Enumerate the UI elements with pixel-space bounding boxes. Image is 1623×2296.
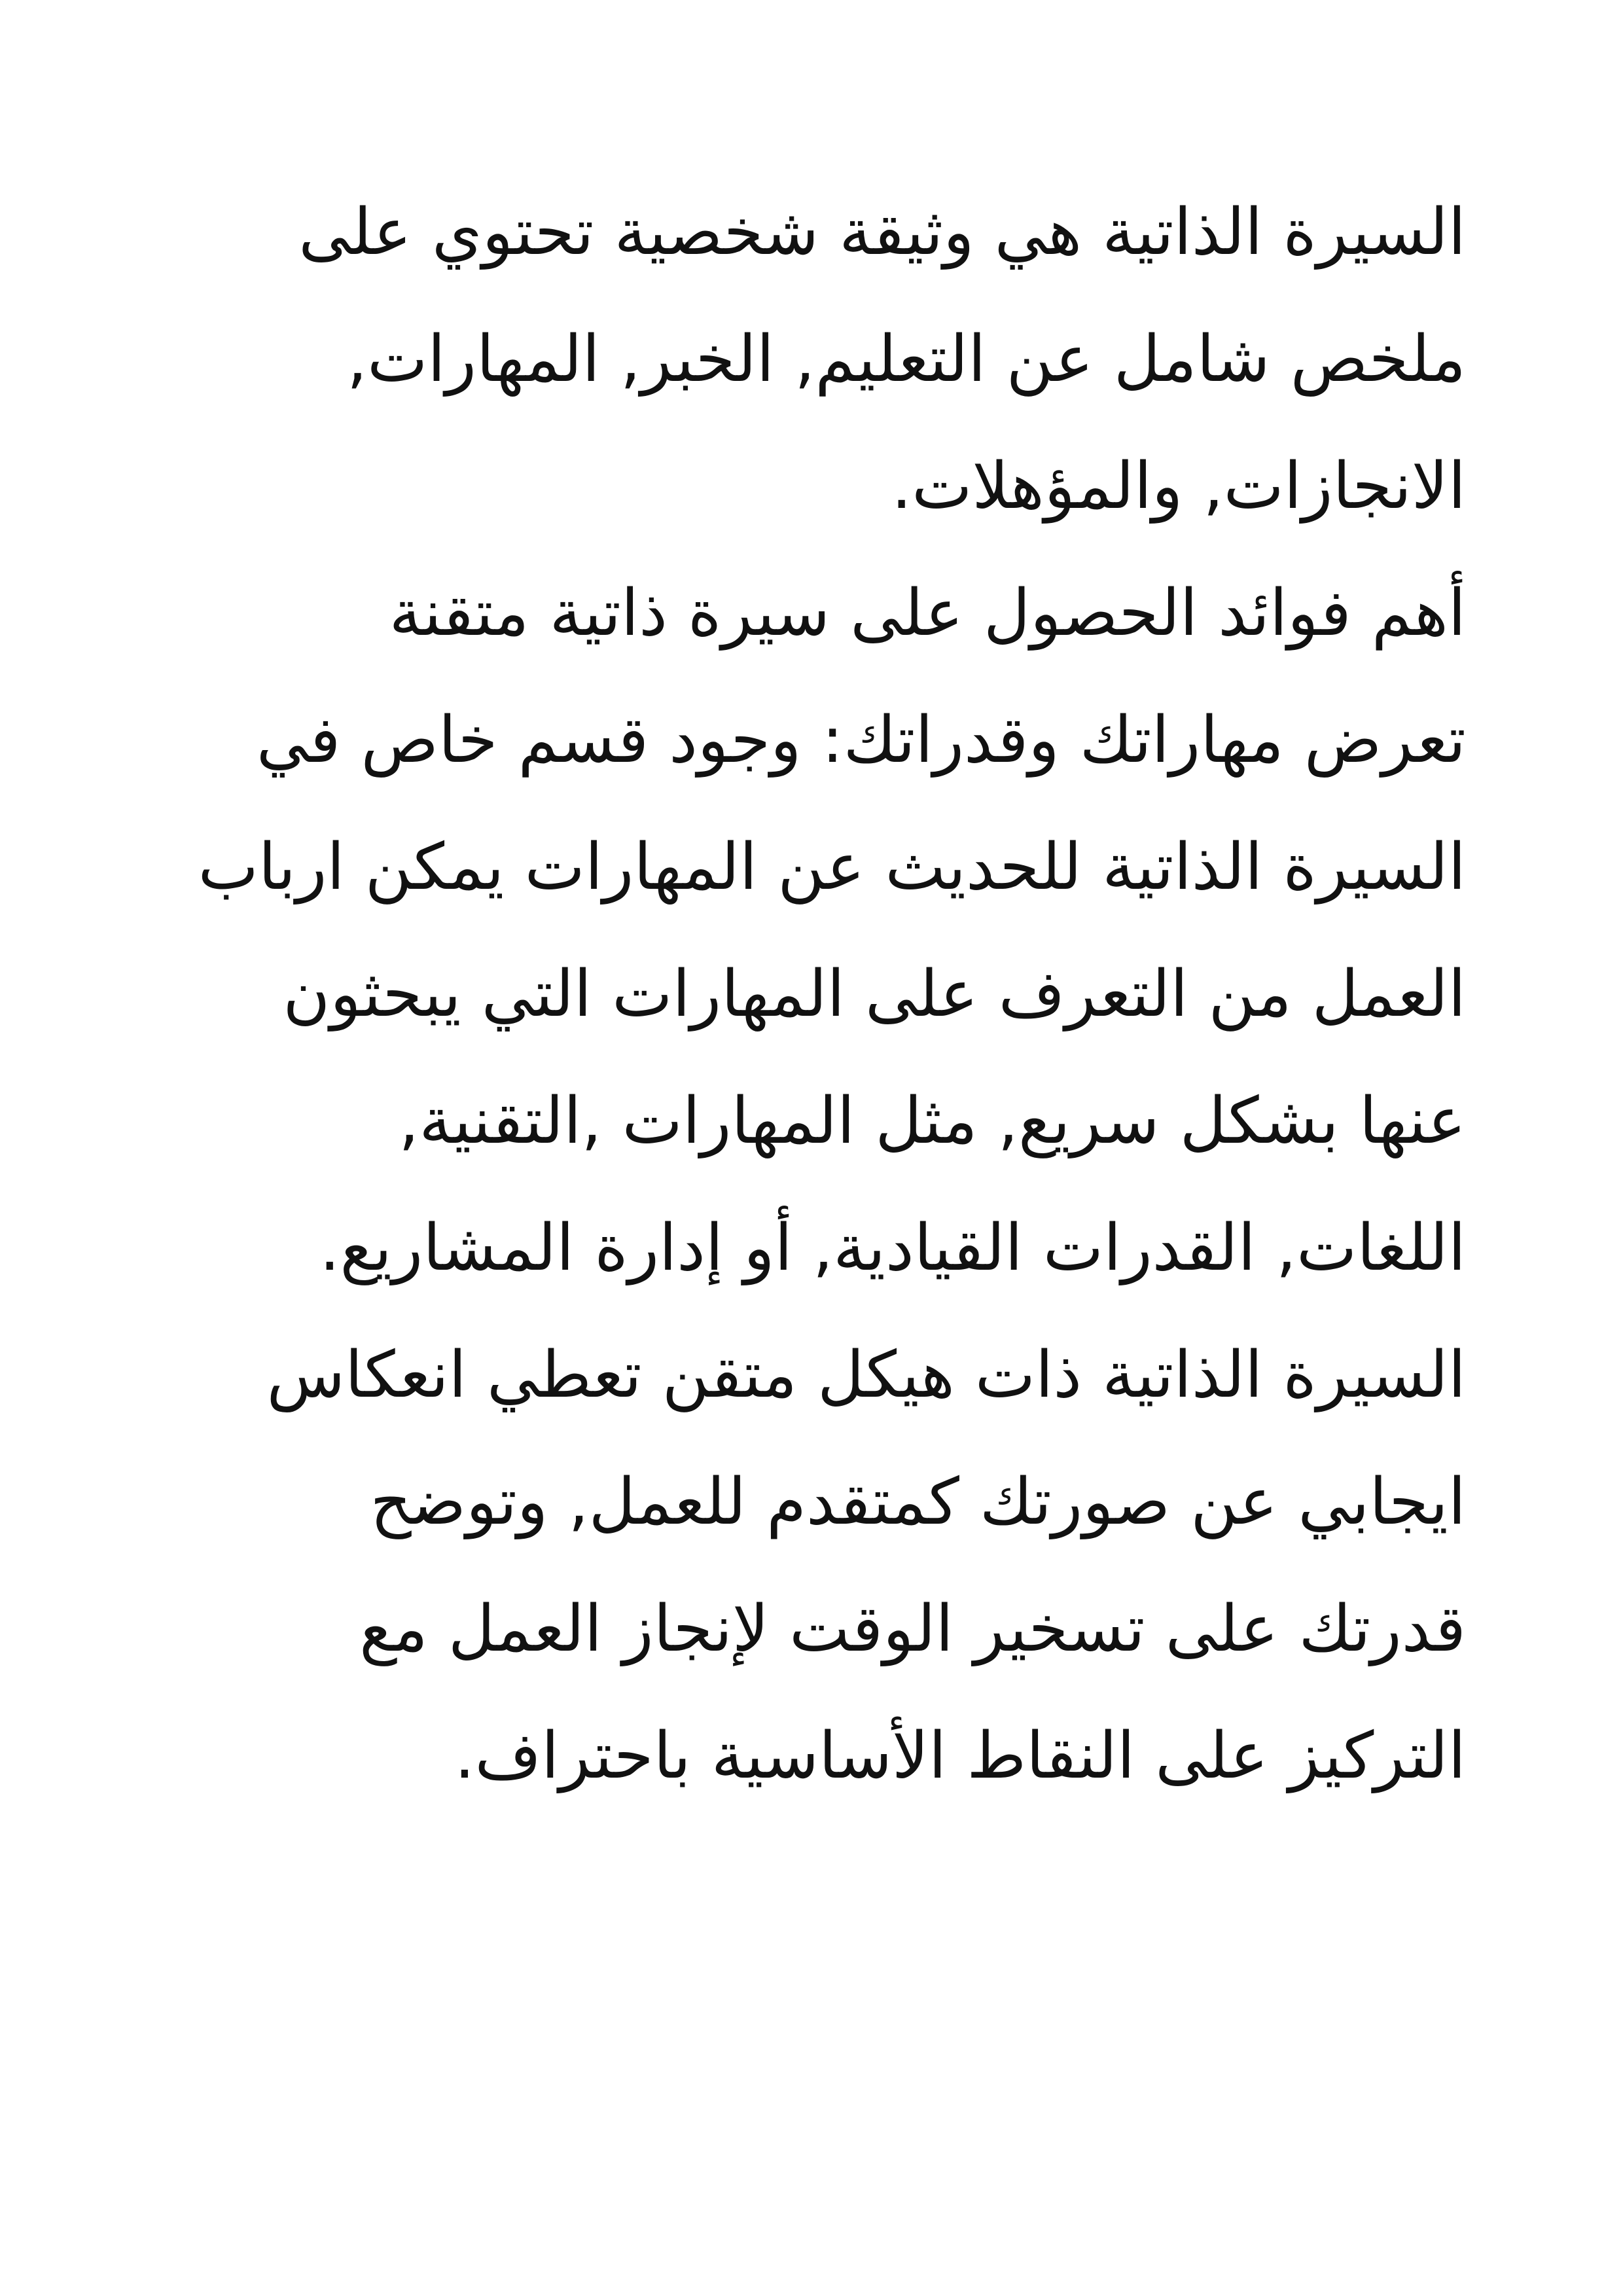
- text-line-1: السيرة الذاتية هي وثيقة شخصية تحتوي على: [298, 195, 1466, 270]
- text-line-4: أهم فوائد الحصول على سيرة ذاتية متقنة: [389, 576, 1466, 651]
- text-line-7: العمل من التعرف على المهارات التي يبحثون: [283, 957, 1466, 1031]
- body-text: [157, 169, 1466, 1820]
- text-line-2: ملخص شامل عن التعليم, الخبر, المهارات,: [347, 322, 1466, 397]
- text-line-10: السيرة الذاتية ذات هيكل متقن تعطي انعكاس: [266, 1338, 1466, 1412]
- text-line-12: قدرتك على تسخير الوقت لإنجاز العمل مع: [359, 1592, 1466, 1666]
- text-line-5: تعرض مهاراتك وقدراتك: وجود قسم خاص في: [256, 703, 1466, 778]
- text-line-11: ايجابي عن صورتك كمتقدم للعمل, وتوضح: [370, 1465, 1466, 1539]
- text-line-3: الانجازات, والمؤهلات.: [891, 449, 1466, 524]
- text-line-9: اللغات, القدرات القيادية, أو إدارة المشاريع.: [319, 1211, 1466, 1285]
- text-line-6: السيرة الذاتية للحديث عن المهارات يمكن ارباب: [198, 830, 1466, 905]
- text-line-13: التركيز على النقاط الأساسية باحتراف.: [454, 1719, 1466, 1793]
- text-line-8: عنها بشكل سريع, مثل المهارات ,التقنية,: [399, 1084, 1466, 1158]
